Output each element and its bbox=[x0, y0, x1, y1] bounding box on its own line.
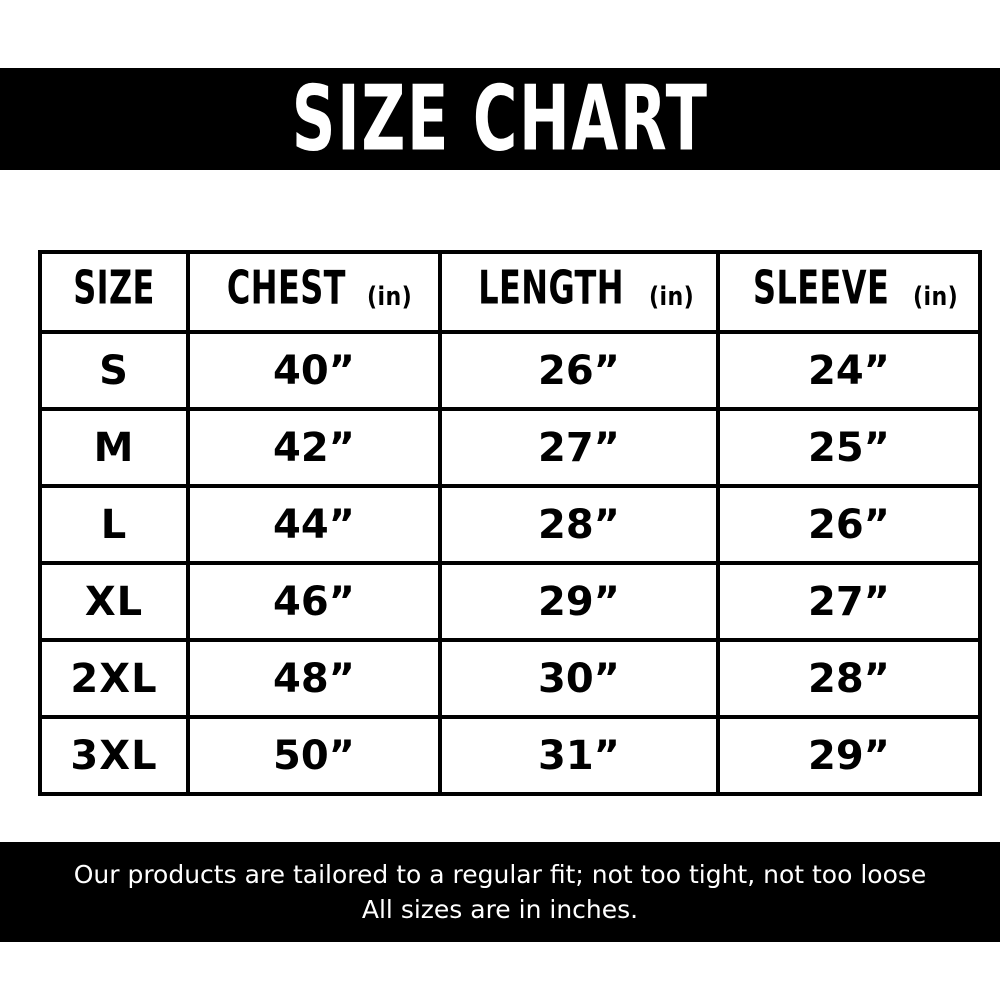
cell-size: 2XL bbox=[40, 640, 188, 717]
column-header-size-label: SIZE bbox=[73, 261, 155, 315]
cell-sleeve: 27” bbox=[718, 563, 980, 640]
cell-size: XL bbox=[40, 563, 188, 640]
table-row bbox=[40, 563, 980, 640]
footer-banner bbox=[0, 842, 1000, 942]
column-header-sleeve bbox=[718, 252, 980, 332]
column-header-chest bbox=[188, 252, 440, 332]
cell-size: 3XL bbox=[40, 717, 188, 794]
table-row bbox=[40, 717, 980, 794]
cell-chest: 42” bbox=[188, 409, 440, 486]
size-table-container bbox=[38, 250, 962, 796]
size-table bbox=[38, 250, 982, 796]
table-header-row bbox=[40, 252, 980, 332]
cell-size: S bbox=[40, 332, 188, 409]
table-row bbox=[40, 332, 980, 409]
cell-chest: 50” bbox=[188, 717, 440, 794]
column-header-sleeve-unit: (in) bbox=[912, 282, 958, 312]
column-header-length-unit: (in) bbox=[648, 282, 694, 312]
page-title: SIZE CHART bbox=[291, 66, 709, 172]
cell-length: 31” bbox=[440, 717, 718, 794]
column-header-length-label: LENGTH bbox=[478, 261, 625, 315]
column-header-sleeve-label: SLEEVE bbox=[753, 261, 890, 315]
table-head bbox=[40, 252, 980, 332]
cell-size: L bbox=[40, 486, 188, 563]
cell-sleeve: 26” bbox=[718, 486, 980, 563]
column-header-size bbox=[40, 252, 188, 332]
column-header-chest-label: CHEST bbox=[226, 261, 346, 315]
column-header-length bbox=[440, 252, 718, 332]
cell-chest: 46” bbox=[188, 563, 440, 640]
cell-chest: 48” bbox=[188, 640, 440, 717]
footer-note-line-1: Our products are tailored to a regular fit; not too tight, not too loose bbox=[73, 859, 927, 889]
cell-sleeve: 29” bbox=[718, 717, 980, 794]
cell-chest: 44” bbox=[188, 486, 440, 563]
cell-length: 27” bbox=[440, 409, 718, 486]
table-row bbox=[40, 640, 980, 717]
cell-size: M bbox=[40, 409, 188, 486]
cell-length: 30” bbox=[440, 640, 718, 717]
cell-sleeve: 28” bbox=[718, 640, 980, 717]
table-row bbox=[40, 486, 980, 563]
cell-length: 29” bbox=[440, 563, 718, 640]
cell-chest: 40” bbox=[188, 332, 440, 409]
cell-sleeve: 25” bbox=[718, 409, 980, 486]
footer-note-line-2: All sizes are in inches. bbox=[361, 895, 639, 924]
header-banner bbox=[0, 68, 1000, 170]
cell-length: 28” bbox=[440, 486, 718, 563]
table-body bbox=[40, 332, 980, 794]
column-header-chest-unit: (in) bbox=[366, 282, 412, 312]
cell-sleeve: 24” bbox=[718, 332, 980, 409]
table-row bbox=[40, 409, 980, 486]
cell-length: 26” bbox=[440, 332, 718, 409]
